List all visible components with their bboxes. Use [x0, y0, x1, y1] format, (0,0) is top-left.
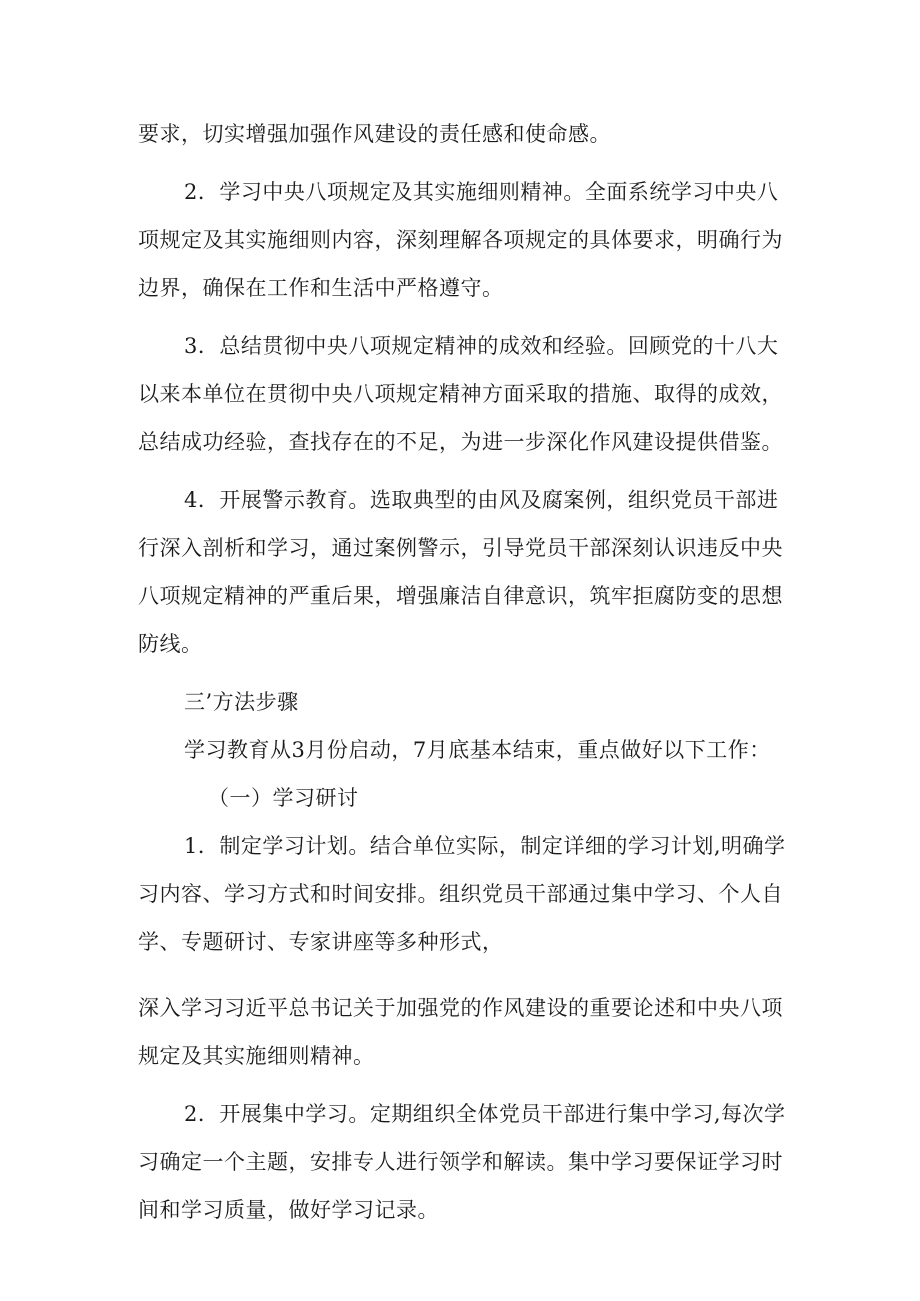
paragraph-item-3: 3．总结贯彻中央八项规定精神的成效和经验。回顾党的十八大以来本单位在贯彻中央八项规定精神方面采取的措施、取得的成效，总结成功经验，查找存在的不足，为进一步深化作风建设提供借鉴。 [138, 334, 783, 454]
paragraph-intro: 学习教育从3月份启动，7月底基本结束，重点做好以下工作： [184, 738, 771, 762]
document-body [138, 110, 788, 1234]
paragraph-item-2: 2．学习中央八项规定及其实施细则精神。全面系统学习中央八项规定及其实施细则内容，深刻理解各项规定的具体要求，明确行为边界，确保在工作和生活中严格遵守。 [138, 180, 783, 300]
section-heading: 三’方法步骤 [184, 690, 299, 714]
paragraph-continuation: 要求，切实增强加强作风建设的责任感和使命感。 [138, 122, 611, 146]
subsection-heading: （一）学习研讨 [208, 786, 359, 810]
paragraph-step-2: 2．开展集中学习。定期组织全体党员干部进行集中学习,每次学习确定一个主题，安排专人进行领学和解读。集中学习要保证学习时间和学习质量，做好学习记录。 [138, 1102, 786, 1222]
paragraph-item-4: 4．开展警示教育。选取典型的由风及腐案例，组织党员干部进行深入剖析和学习，通过案例警示，引导党员干部深刻认识违反中央八项规定精神的严重后果，增强廉洁自律意识，筑牢拒腐防变的思想防线。 [138, 488, 783, 656]
paragraph-step-1: 1．制定学习计划。结合单位实际，制定详细的学习计划,明确学习内容、学习方式和时间安排。组织党员干部通过集中学习、个人自学、专题研讨、专家讲座等多种形式， [138, 834, 786, 954]
paragraph-step-1-continuation: 深入学习习近平总书记关于加强党的作风建设的重要论述和中央八项规定及其实施细则精神。 [138, 996, 783, 1068]
